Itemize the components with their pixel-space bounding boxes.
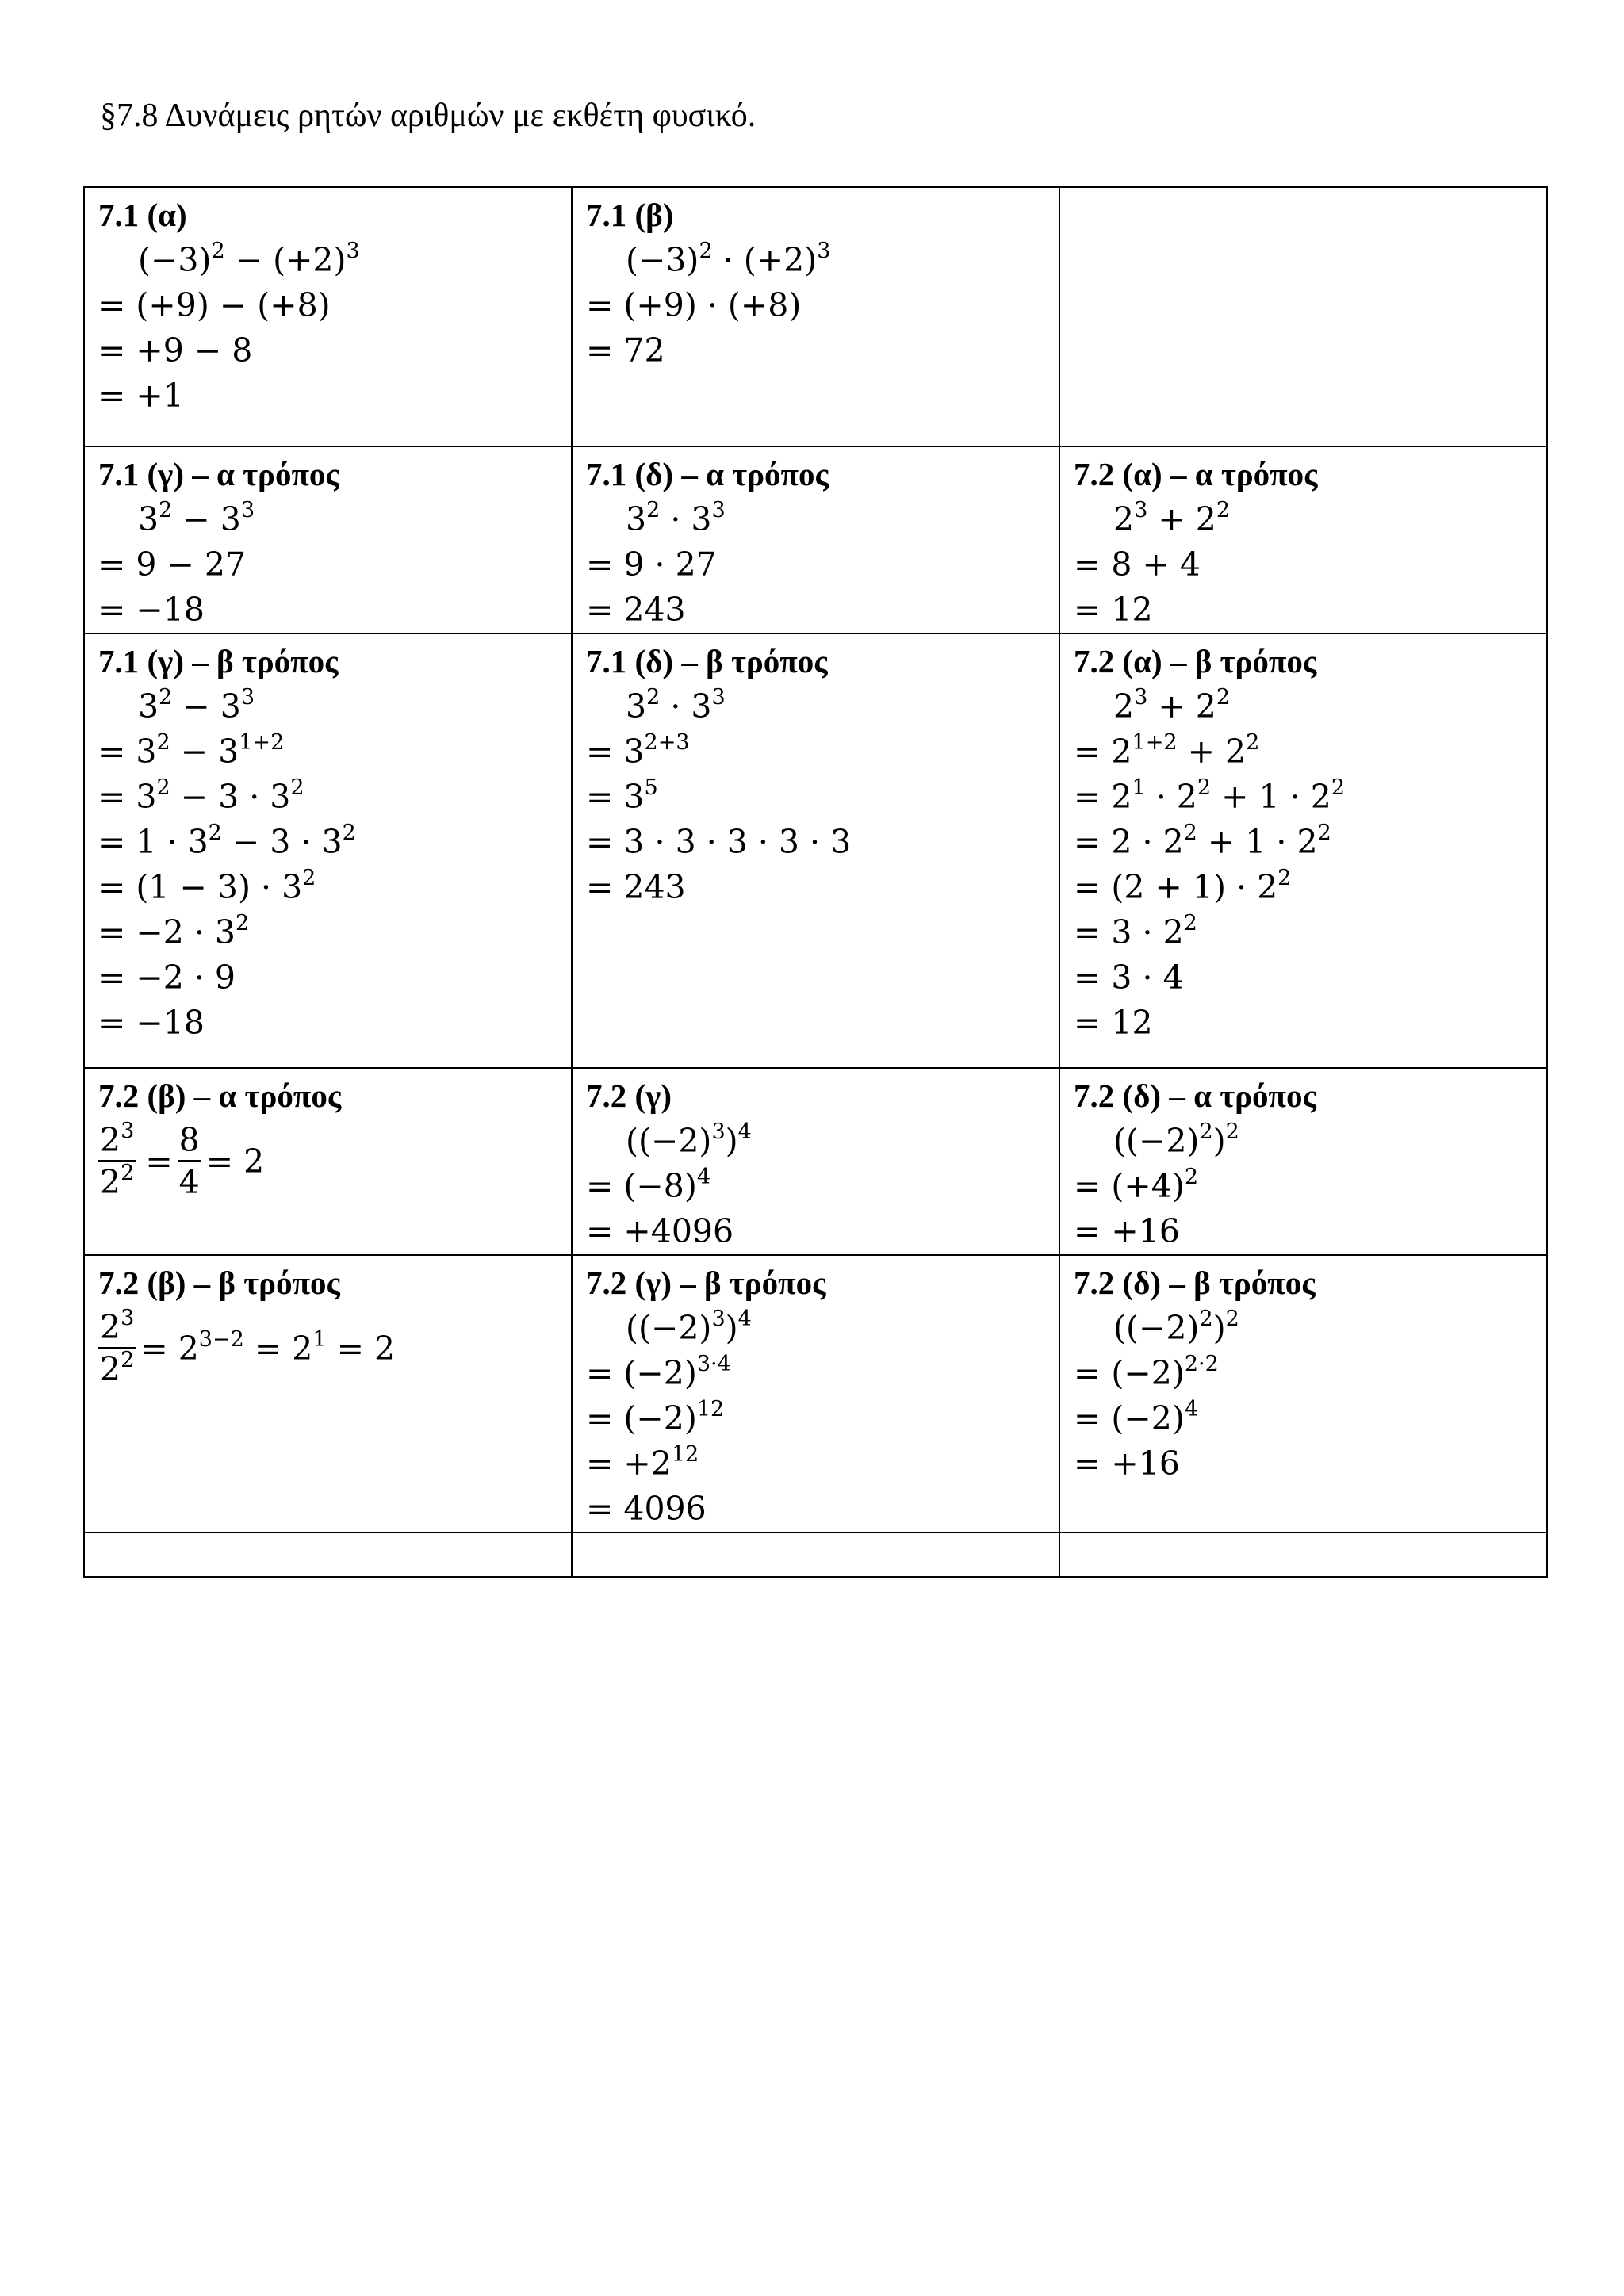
math-line: $3^2 - 3^3$ — [138, 685, 255, 725]
math-line: $(-3)^2 - (+2)^3$ — [138, 239, 360, 279]
page-title: §7.8 Δυνάμεις ρητών αριθμών με εκθέτη φυσικό. — [100, 98, 756, 134]
solution-cell — [1059, 633, 1547, 1068]
math-line: = $1 \cdot 3^2 - 3 \cdot 3^2$ — [98, 821, 356, 861]
math-line: $3^2 - 3^3$ — [138, 498, 255, 538]
solution-cell — [1059, 1068, 1547, 1255]
math-line: = 8 + 4 — [1074, 545, 1201, 584]
solutions-table — [83, 186, 1548, 1578]
math-line: = +16 — [1074, 1445, 1180, 1483]
exercise-label: 7.1 (δ) – α τρόπος — [586, 456, 829, 492]
math-line: = $(+4)^2$ — [1074, 1165, 1199, 1205]
math-line: $((-2)^2)^2$ — [1113, 1307, 1239, 1347]
solution-cell — [572, 1068, 1059, 1255]
solution-cell — [84, 1255, 572, 1533]
math-line: = $(-2)^{3\cdot 4}$ — [586, 1352, 731, 1392]
exercise-label: 7.2 (δ) – β τρόπος — [1074, 1265, 1316, 1301]
fraction-denominator: $2^2$ — [100, 1348, 135, 1388]
math-line: = $2^{1+2} + 2^2$ — [1074, 730, 1260, 771]
math-line: = −2 · 9 — [98, 959, 236, 997]
math-line: = $2 \cdot 2^2 + 1 \cdot 2^2$ — [1074, 821, 1331, 861]
math-line: = 3 · 3 · 3 · 3 · 3 — [586, 823, 852, 861]
table-row — [84, 1068, 1547, 1255]
math-line: = +4096 — [586, 1212, 734, 1250]
solution-cell — [84, 187, 572, 446]
exercise-label: 7.2 (α) – β τρόπος — [1074, 643, 1317, 679]
solution-cell — [572, 1533, 1059, 1577]
math-line: = −18 — [98, 591, 205, 629]
math-line: = $(-8)^4$ — [586, 1165, 711, 1205]
solution-cell — [572, 633, 1059, 1068]
table-row — [84, 1255, 1547, 1533]
exercise-label: 7.1 (α) — [98, 197, 187, 233]
solution-cell — [1059, 187, 1547, 446]
fraction-result: = $2^{3-2} = 2^1 = 2$ — [140, 1326, 396, 1368]
math-line: = 243 — [586, 591, 686, 629]
fraction-numerator: 8 — [178, 1120, 201, 1162]
math-line: $(-3)^2 \cdot (+2)^3$ — [626, 239, 831, 279]
math-line: $2^3 + 2^2$ — [1113, 498, 1231, 538]
table-row — [84, 187, 1547, 446]
fraction-result: = 2 — [205, 1142, 265, 1181]
math-line: = 9 · 27 — [586, 545, 717, 584]
table-row — [84, 633, 1547, 1068]
fraction-numerator: $2^3$ — [98, 1307, 136, 1349]
table-row — [84, 1533, 1547, 1577]
exercise-label: 7.1 (δ) – β τρόπος — [586, 643, 828, 679]
fraction-expression: $\frac{2^3}{2^2}$ = $\frac{8}{4}$ = 2 — [100, 1119, 265, 1201]
math-line: = $(1 - 3) \cdot 3^2$ — [98, 866, 316, 906]
fraction-denominator: 4 — [178, 1163, 200, 1201]
solution-cell — [572, 1255, 1059, 1533]
solution-cell — [1059, 446, 1547, 633]
math-line: = (+9) · (+8) — [586, 286, 802, 324]
math-line: = +1 — [98, 377, 184, 415]
math-line: = $2^1 \cdot 2^2 + 1 \cdot 2^2$ — [1074, 775, 1346, 816]
math-line: = $3^5$ — [586, 775, 658, 816]
math-line: = $(-2)^{12}$ — [586, 1397, 725, 1437]
math-line: = $3^2 - 3 \cdot 3^2$ — [98, 775, 304, 816]
math-line: = 4096 — [586, 1490, 707, 1528]
table-row — [84, 446, 1547, 633]
math-line: $((-2)^2)^2$ — [1113, 1119, 1239, 1160]
math-line: = 9 − 27 — [98, 545, 247, 584]
math-line: = $-2 \cdot 3^2$ — [98, 911, 250, 951]
exercise-label: 7.1 (γ) – β τρόπος — [98, 643, 339, 679]
math-line: = −18 — [98, 1004, 205, 1042]
math-line: = $(-2)^{2\cdot 2}$ — [1074, 1352, 1219, 1392]
fraction-expression — [98, 1307, 571, 1389]
math-line: = $3^2 - 3^{1+2}$ — [98, 730, 285, 771]
math-line: = 72 — [586, 331, 665, 369]
math-line: = 243 — [586, 868, 686, 906]
fraction — [178, 1120, 201, 1202]
solution-cell — [1059, 1255, 1547, 1533]
math-line: = +9 − 8 — [98, 331, 253, 369]
math-line: = $(-2)^4$ — [1074, 1397, 1199, 1437]
math-line: $3^2 \cdot 3^3$ — [626, 498, 726, 538]
math-line: = $3^{2+3}$ — [586, 730, 690, 771]
math-line: = $(2 + 1) \cdot 2^2$ — [1074, 866, 1292, 906]
fraction-denominator: $2^2$ — [100, 1161, 135, 1201]
fraction — [98, 1120, 136, 1202]
math-line: = 12 — [1074, 591, 1153, 629]
solution-cell — [84, 633, 572, 1068]
fraction-numerator: $2^3$ — [98, 1120, 136, 1162]
math-line: = $+2^{12}$ — [586, 1442, 699, 1483]
math-line: $((-2)^3)^4$ — [626, 1307, 752, 1347]
exercise-label: 7.1 (β) — [586, 197, 674, 233]
math-line: $3^2 \cdot 3^3$ — [626, 685, 726, 725]
math-line: = 12 — [1074, 1004, 1153, 1042]
exercise-label: 7.2 (γ) — [586, 1077, 672, 1114]
solution-cell — [84, 1068, 572, 1255]
math-line: = 3 · 4 — [1074, 959, 1184, 997]
solution-cell — [572, 187, 1059, 446]
exercise-label: 7.2 (α) – α τρόπος — [1074, 456, 1318, 492]
math-line: $((-2)^3)^4$ — [626, 1119, 752, 1160]
math-line: $2^3 + 2^2$ — [1113, 685, 1231, 725]
exercise-label: 7.2 (δ) – α τρόπος — [1074, 1077, 1316, 1114]
solution-cell — [572, 446, 1059, 633]
math-line: = $3 \cdot 2^2$ — [1074, 911, 1197, 951]
exercise-label: 7.1 (γ) – α τρόπος — [98, 456, 339, 492]
math-line: = +16 — [1074, 1212, 1180, 1250]
exercise-label: 7.2 (β) – β τρόπος — [98, 1265, 340, 1301]
exercise-label: 7.2 (γ) – β τρόπος — [586, 1265, 826, 1301]
math-line: = (+9) − (+8) — [98, 286, 331, 324]
solution-cell — [1059, 1533, 1547, 1577]
solution-cell — [84, 1533, 572, 1577]
fraction — [98, 1307, 136, 1389]
exercise-label: 7.2 (β) – α τρόπος — [98, 1077, 342, 1114]
solution-cell — [84, 446, 572, 633]
